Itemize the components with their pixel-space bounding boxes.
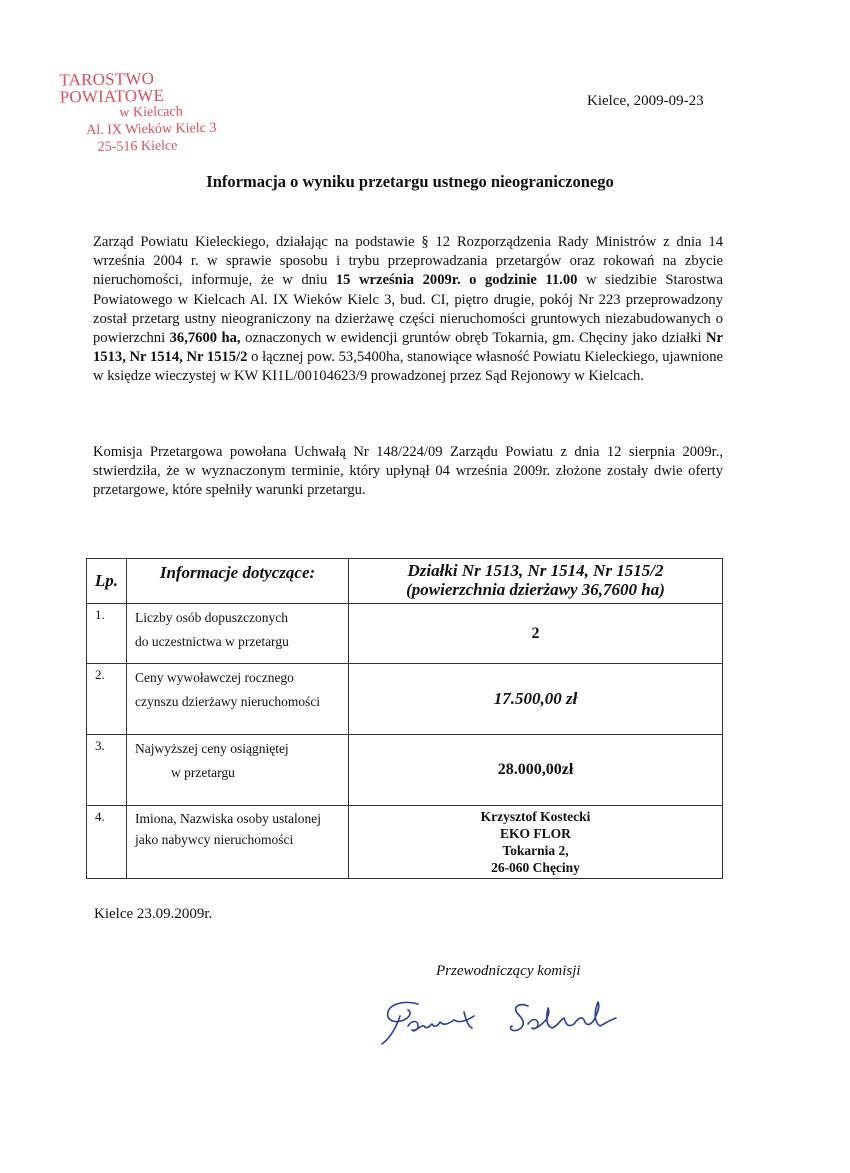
row-number: 4. — [87, 806, 127, 879]
intro-text-1: Zarząd Powiatu Kieleckiego, działając na podstawie § 12 Rozporządzenia Rady Ministrów z dnia 14 września 2004 r. w sprawie sposobu i trybu przeprowadzania przetargów oraz rokowań na zbycie nieruchomości, informuje, że w dniu — [93, 234, 723, 289]
stamp-line-4: 25-516 Kielce — [97, 138, 178, 155]
header-plots-line-1: Działki Nr 1513, Nr 1514, Nr 1515/2 — [407, 561, 664, 580]
row-description-line-2: czynszu dzierżawy nieruchomości — [135, 694, 321, 709]
row-value: 28.000,00zł — [349, 735, 723, 806]
intro-text-3: oznaczonych w ewidencji gruntów obręb Tokarnia, gm. Chęciny jako działki — [240, 330, 706, 347]
stamp-line-2: w Kielcach — [119, 104, 183, 121]
closing-date: Kielce 23.09.2009r. — [94, 906, 213, 922]
header-plots — [349, 559, 723, 604]
winner-company: EKO FLOR — [500, 826, 571, 841]
row-description — [127, 664, 349, 735]
table-row — [87, 664, 723, 735]
document-date: Kielce, 2009-09-23 — [587, 93, 704, 109]
row-description-line-1: Liczby osób dopuszczonych — [135, 610, 288, 625]
row-description-line-1: Ceny wywoławczej rocznego — [135, 670, 294, 685]
handwritten-signature — [378, 990, 643, 1050]
intro-text-4: o łącznej pow. 53,5400ha, stanowiące własność Powiatu Kieleckiego, ujawnione w księdze wieczystej w KW KI1L/00104623/9 prowadzonej przez Sąd Rejonowy w Kielcach. — [93, 349, 724, 385]
chairman-label: Przewodniczący komisji — [436, 963, 581, 979]
row-description-line-1: Najwyższej ceny osiągniętej — [135, 741, 289, 756]
auction-results-table — [86, 558, 723, 879]
table-row — [87, 806, 723, 879]
row-number: 3. — [87, 735, 127, 806]
commission-paragraph: Komisja Przetargowa powołana Uchwałą Nr 148/224/09 Zarządu Powiatu z dnia 12 sierpnia 2009r., stwierdziła, że w wyznaczonym terminie, który upłynął 04 września 2009r. złożone zostały dwie oferty przetargowe, które spełniły warunki przetargu. — [93, 444, 723, 499]
winner-details — [349, 806, 723, 879]
auction-datetime: 15 września 2009r. o godzinie 11.00 — [335, 272, 578, 289]
row-description — [127, 806, 349, 879]
office-stamp — [55, 68, 246, 156]
row-number: 2. — [87, 664, 127, 735]
intro-paragraph — [93, 233, 723, 387]
stamp-line-1: TAROSTWO POWIATOWE — [59, 68, 165, 107]
stamp-line-3: Al. IX Wieków Kielc 3 — [86, 120, 217, 139]
row-description-line-1: Imiona, Nazwiska osoby ustalonej — [135, 811, 321, 826]
winner-address: Tokarnia 2, — [502, 843, 569, 858]
intro-text-2: w siedzibie Starostwa Powiatowego w Kielcach Al. IX Wieków Kielc 3, bud. CI, piętro drugie, pokój Nr 223 przeprowadzony został przetarg ustny nieograniczony na dzierżawę części nieruchomości gruntowych niezabudowanych o powierzchni — [93, 272, 723, 347]
table-row — [87, 604, 723, 664]
plot-numbers: Nr 1513, Nr 1514, Nr 1515/2 — [93, 330, 724, 366]
winner-postcode: 26-060 Chęciny — [491, 860, 580, 875]
row-description — [127, 604, 349, 664]
row-description-line-2: do uczestnictwa w przetargu — [135, 634, 289, 649]
winner-name: Krzysztof Kostecki — [480, 809, 591, 824]
row-description-line-2: w przetargu — [171, 765, 235, 780]
row-description-line-2: jako nabywcy nieruchomości — [135, 832, 294, 847]
header-info: Informacje dotyczące: — [127, 559, 349, 604]
row-description — [127, 735, 349, 806]
table-header-row — [87, 559, 723, 604]
table-row — [87, 735, 723, 806]
document-title: Informacja o wyniku przetargu ustnego nieograniczonego — [206, 172, 614, 191]
row-value: 17.500,00 zł — [349, 664, 723, 735]
row-number: 1. — [87, 604, 127, 664]
header-lp: Lp. — [87, 559, 127, 604]
lease-area: 36,7600 ha, — [169, 330, 241, 347]
row-value: 2 — [349, 604, 723, 664]
header-plots-line-2: (powierzchnia dzierżawy 36,7600 ha) — [406, 580, 665, 599]
